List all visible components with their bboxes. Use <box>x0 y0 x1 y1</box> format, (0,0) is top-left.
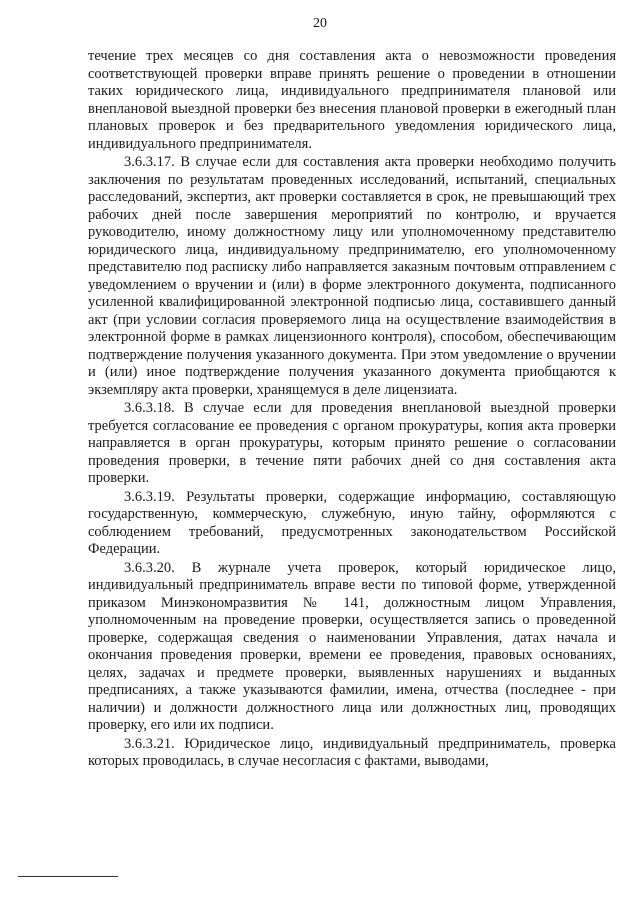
paragraph-3-6-3-21: 3.6.3.21. Юридическое лицо, индивидуальный предприниматель, проверка которых проводилась, в случае несогласия с фактами, выводами, <box>88 735 616 769</box>
page-number: 20 <box>313 16 327 31</box>
paragraph-3-6-3-20: 3.6.3.20. В журнале учета проверок, который юридическое лицо, индивидуальный предприниматель вправе вести по типовой форме, утвержденной приказом Минэкономразвития № 141, должностным лицом Управления, уполномоченным на проведение проверки, осуществляется запись о проведенной проверке, содержащая сведения о наименовании Управления, датах начала и окончания проведения проверки, времени ее проведения, правовых основаниях, целях, задачах и предмете проверки, выявленных нарушениях и выданных предписаниях, а также указываются фамилии, имена, отчества (последнее - при наличии) и должности должностного лица или должностных лиц, проводящих проверку, его или их подписи. <box>88 559 616 733</box>
paragraph-3-6-3-18: 3.6.3.18. В случае если для проведения внеплановой выездной проверки требуется согласование ее проведения с органом прокуратуры, копия акта проверки направляется в орган прокуратуры, которым принято решение о согласовании проведения проверки, в течение пяти рабочих дней со дня составления акта проверки. <box>88 400 616 486</box>
paragraph-3-6-3-19: 3.6.3.19. Результаты проверки, содержащие информацию, составляющую государственную, коммерческую, служебную, иную тайну, оформляются с соблюдением требований, предусмотренных законодательством Российской Федерации. <box>88 488 616 557</box>
paragraph-3-6-3-17: 3.6.3.17. В случае если для составления акта проверки необходимо получить заключения по результатам проведенных исследований, испытаний, специальных расследований, экспертиз, акт проверки составляется в срок, не превышающий трех рабочих дней после завершения мероприятий по контролю, и вручается руководителю, иному должностному лицу или уполномоченному представителю юридического лица, индивидуальному предпринимателю, его уполномоченному представителю под расписку либо направляется заказным почтовым отправлением с уведомлением о вручении и (или) в форме электронного документа, подписанного усиленной квалифицированной электронной подписью лица, составившего данный акт (при условии согласия проверяемого лица на осуществление взаимодействия в электронной форме в рамках лицензионного контроля), способом, обеспечивающим подтверждение получения указанного документа. При этом уведомление о вручении и (или) иное подтверждение получения указанного документа приобщаются к экземпляру акта проверки, хранящемуся в деле лицензиата. <box>88 154 616 398</box>
paragraph-continuation: течение трех месяцев со дня составления акта о невозможности проведения соответствующей проверки вправе принять решение о проведении в отношении таких юридического лица, индивидуального предпринимателя плановой или внеплановой выездной проверки без внесения плановой проверки в ежегодный план плановых проверок и без предварительного уведомления юридического лица, индивидуального предпринимателя. <box>88 48 616 152</box>
document-body <box>88 48 616 772</box>
footnote-separator <box>18 876 118 877</box>
